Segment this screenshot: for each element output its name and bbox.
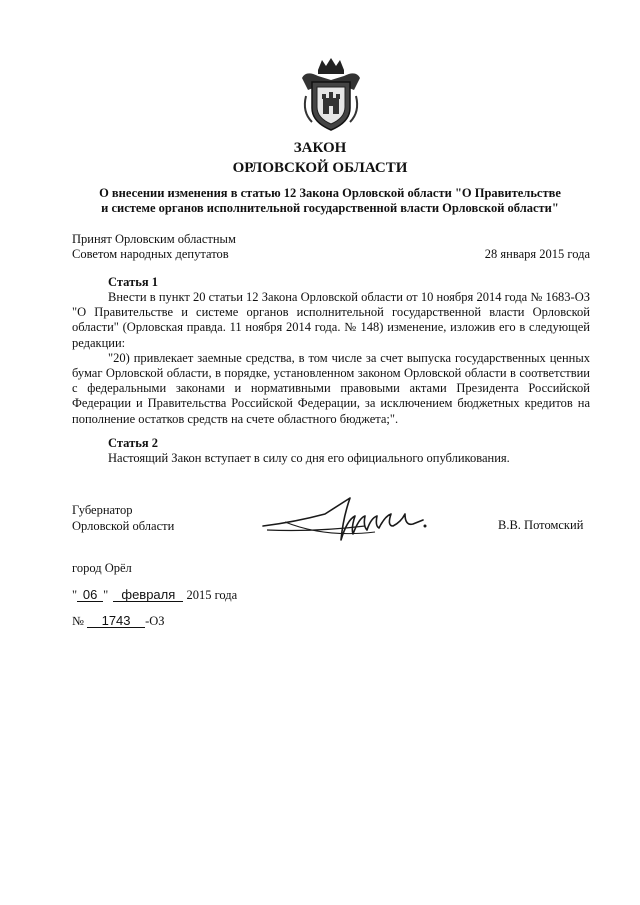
number-value: 1743 — [87, 614, 145, 628]
number-prefix: № — [72, 614, 84, 628]
article2-paragraph1: Настоящий Закон вступает в силу со дня его официального опубликования. — [108, 451, 510, 465]
handwritten-signature — [255, 492, 430, 550]
law-subject-line1: О внесении изменения в статью 12 Закона Орловской области "О Правительстве — [99, 186, 561, 200]
adoption-body — [72, 232, 236, 262]
article1-heading: Статья 1 — [108, 275, 158, 289]
article2-body — [72, 451, 590, 466]
adoption-date: 28 января 2015 года — [484, 247, 590, 261]
number-suffix: -ОЗ — [145, 614, 165, 628]
date-month: февраля — [113, 588, 183, 602]
signatory-title-line2: Орловской области — [72, 518, 175, 533]
law-subject-line2: и системе органов исполнительной государственной власти Орловской области" — [101, 201, 559, 215]
coat-of-arms-icon — [298, 56, 364, 132]
adoption-line1: Принят Орловским областным — [72, 232, 236, 246]
article2-heading: Статья 2 — [108, 436, 158, 450]
region-title: ОРЛОВСКОЙ ОБЛАСТИ — [232, 160, 408, 176]
law-subject — [70, 186, 590, 216]
adoption-line2: Советом народных депутатов — [72, 247, 229, 261]
date-day: 06 — [77, 588, 103, 602]
signatory-title-line1: Губернатор — [72, 503, 133, 517]
signatory-title — [72, 503, 174, 534]
article1-body — [72, 290, 590, 427]
date-year: 2015 года — [186, 588, 238, 602]
signing-date — [72, 588, 237, 603]
law-title: ЗАКОН — [293, 140, 347, 156]
date-close-quote: " — [103, 588, 109, 602]
article1-paragraph1: Внести в пункт 20 статьи 12 Закона Орловской области от 10 ноября 2014 года № 1683-ОЗ "О Правительстве и системе органов исполнительной государственной власти Орловской области" (Орловская правда. 11 ноября 2014 года. № 148) изменение, изложив его в следующей редакции: — [72, 290, 590, 350]
city: город Орёл — [72, 561, 132, 575]
article1-paragraph2: "20) привлекает заемные средства, в том числе за счет выпуска государственных ценных бумаг Орловской области, в порядке, установленном законом Орловской области в соответствии с федеральными законами и нормативными правовыми актами Президента Российской Федерации и Правительства Российской Федерации, за исключением бюджетных кредитов на пополнение остатков средств на счете областного бюджета;". — [72, 350, 590, 426]
date-open-quote: " — [72, 588, 78, 602]
law-number — [72, 614, 165, 629]
signatory-name: В.В. Потомский — [498, 518, 584, 532]
